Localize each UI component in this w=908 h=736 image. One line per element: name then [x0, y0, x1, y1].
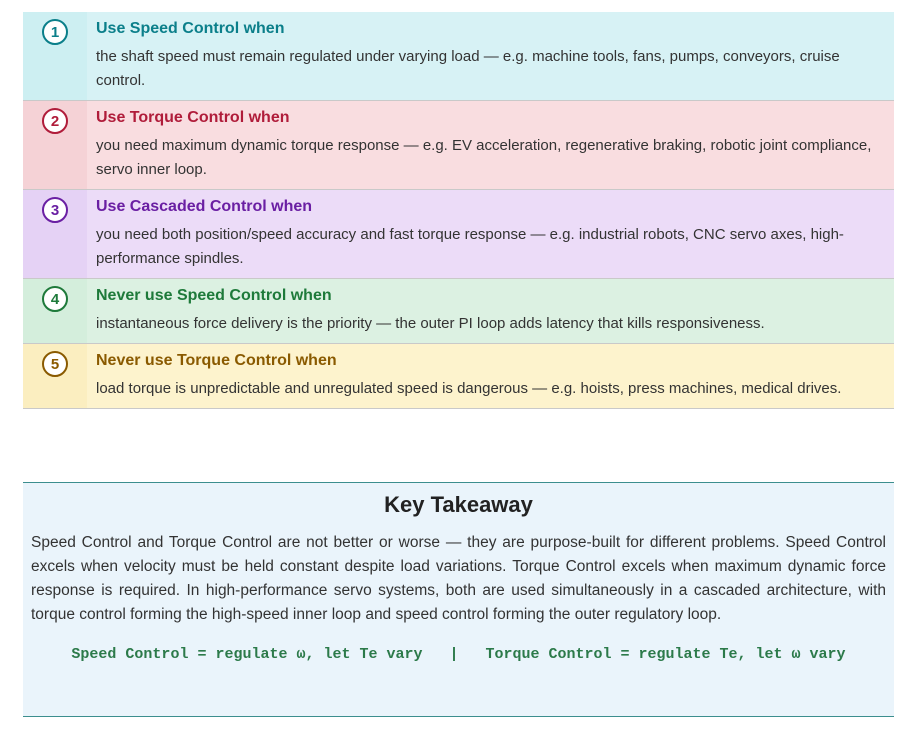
rule-number-cell — [23, 190, 87, 278]
rule-torque-control — [23, 101, 894, 190]
circled-number-5-icon: 5 — [42, 351, 68, 377]
rule-description: instantaneous force delivery is the priority — the outer PI loop adds latency that kills responsiveness. — [96, 315, 765, 332]
rule-number-cell — [23, 344, 87, 408]
circled-number-3-icon: 3 — [42, 197, 68, 223]
rule-speed-control — [23, 12, 894, 101]
rule-number-cell — [23, 279, 87, 343]
rule-number-cell — [23, 101, 87, 189]
circled-number-2-icon: 2 — [42, 108, 68, 134]
rule-title: Use Cascaded Control when — [96, 198, 313, 215]
rule-body — [87, 279, 894, 343]
rule-title: Never use Torque Control when — [96, 352, 337, 369]
rule-body — [87, 12, 894, 100]
takeaway-formula: Speed Control = regulate ω, let Te vary | Torque Control = regulate Te, let ω vary — [71, 646, 846, 663]
rule-title: Use Speed Control when — [96, 20, 285, 37]
takeaway-title: Key Takeaway — [384, 492, 533, 517]
circled-number-4-icon: 4 — [42, 286, 68, 312]
rule-description: the shaft speed must remain regulated under varying load — e.g. machine tools, fans, pumps, conveyors, cruise control. — [96, 48, 840, 89]
rule-description: load torque is unpredictable and unregulated speed is dangerous — e.g. hoists, press machines, medical drives. — [96, 380, 842, 397]
rule-number-cell — [23, 12, 87, 100]
rule-description: you need both position/speed accuracy and fast torque response — e.g. industrial robots, CNC servo axes, high-performance spindles. — [96, 226, 844, 267]
rule-body — [87, 344, 894, 408]
control-rules-list — [23, 12, 894, 409]
rule-description: you need maximum dynamic torque response — e.g. EV acceleration, regenerative braking, robotic joint compliance, servo inner loop. — [96, 137, 872, 178]
rule-body — [87, 190, 894, 278]
takeaway-body: Speed Control and Torque Control are not better or worse — they are purpose-built for different problems. Speed Control excels when velocity must be held constant despite load variations. Torque Control excels when maximum dynamic force response is required. In high-performance servo systems, both are used simultaneously in a cascaded architecture, with torque control forming the high-speed inner loop and speed control forming the outer regulatory loop. — [31, 534, 886, 623]
circled-number-1-icon: 1 — [42, 19, 68, 45]
rule-title: Never use Speed Control when — [96, 287, 332, 304]
rule-body — [87, 101, 894, 189]
rule-never-speed-control — [23, 279, 894, 344]
rule-never-torque-control — [23, 344, 894, 409]
rule-title: Use Torque Control when — [96, 109, 290, 126]
key-takeaway-box — [23, 482, 894, 717]
rule-cascaded-control — [23, 190, 894, 279]
